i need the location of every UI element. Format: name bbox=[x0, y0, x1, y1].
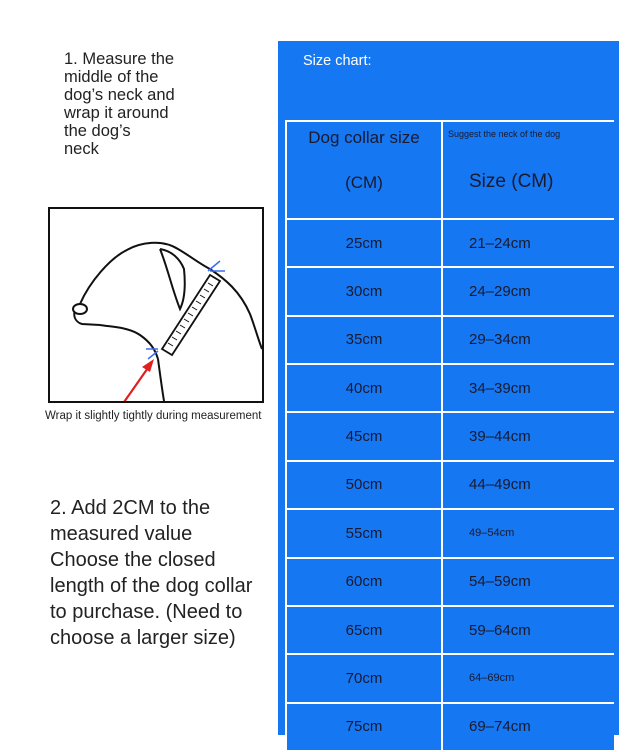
collar-size-cell: 35cm bbox=[287, 317, 441, 363]
size-chart-title: Size chart: bbox=[303, 53, 372, 69]
collar-size-cell: 30cm bbox=[287, 268, 441, 314]
neck-size-cell: 69–74cm bbox=[443, 704, 614, 750]
step2-instruction: 2. Add 2CM to the measured value Choose the closed length of the dog collar to purchase. (Need to choose a larger size) bbox=[50, 497, 253, 649]
collar-size-cell: 45cm bbox=[287, 413, 441, 459]
collar-size-cell: 65cm bbox=[287, 607, 441, 653]
header-neck-size-unit: Size (CM) bbox=[469, 171, 554, 192]
collar-size-cell: 55cm bbox=[287, 510, 441, 556]
neck-size-cell: 64–69cm bbox=[443, 655, 614, 701]
neck-size-cell: 49–54cm bbox=[443, 510, 614, 556]
step1-instruction: 1. Measure the middle of the dog’s neck and wrap it around the dog’s neck bbox=[64, 50, 175, 158]
dog-measuring-icon bbox=[50, 209, 262, 401]
neck-size-cell: 21–24cm bbox=[443, 220, 614, 266]
size-chart-panel bbox=[278, 41, 619, 735]
neck-size-cell: 34–39cm bbox=[443, 365, 614, 411]
collar-size-cell: 70cm bbox=[287, 655, 441, 701]
header-neck-size-label: Suggest the neck of the dog bbox=[448, 129, 561, 139]
header-neck-size bbox=[443, 122, 614, 218]
neck-size-cell: 59–64cm bbox=[443, 607, 614, 653]
collar-size-cell: 75cm bbox=[287, 704, 441, 750]
collar-size-cell: 60cm bbox=[287, 559, 441, 605]
collar-size-cell: 40cm bbox=[287, 365, 441, 411]
collar-size-cell: 25cm bbox=[287, 220, 441, 266]
neck-size-cell: 24–29cm bbox=[443, 268, 614, 314]
collar-size-cell: 50cm bbox=[287, 462, 441, 508]
header-collar-size-unit: (CM) bbox=[345, 173, 383, 192]
dog-illustration bbox=[48, 207, 264, 403]
neck-size-cell: 39–44cm bbox=[443, 413, 614, 459]
size-table bbox=[285, 120, 614, 752]
neck-size-cell: 44–49cm bbox=[443, 462, 614, 508]
neck-size-cell: 54–59cm bbox=[443, 559, 614, 605]
header-collar-size bbox=[287, 122, 441, 218]
header-collar-size-label: Dog collar size bbox=[308, 128, 420, 147]
measurement-caption: Wrap it slightly tightly during measurement bbox=[45, 410, 262, 422]
neck-size-cell: 29–34cm bbox=[443, 317, 614, 363]
